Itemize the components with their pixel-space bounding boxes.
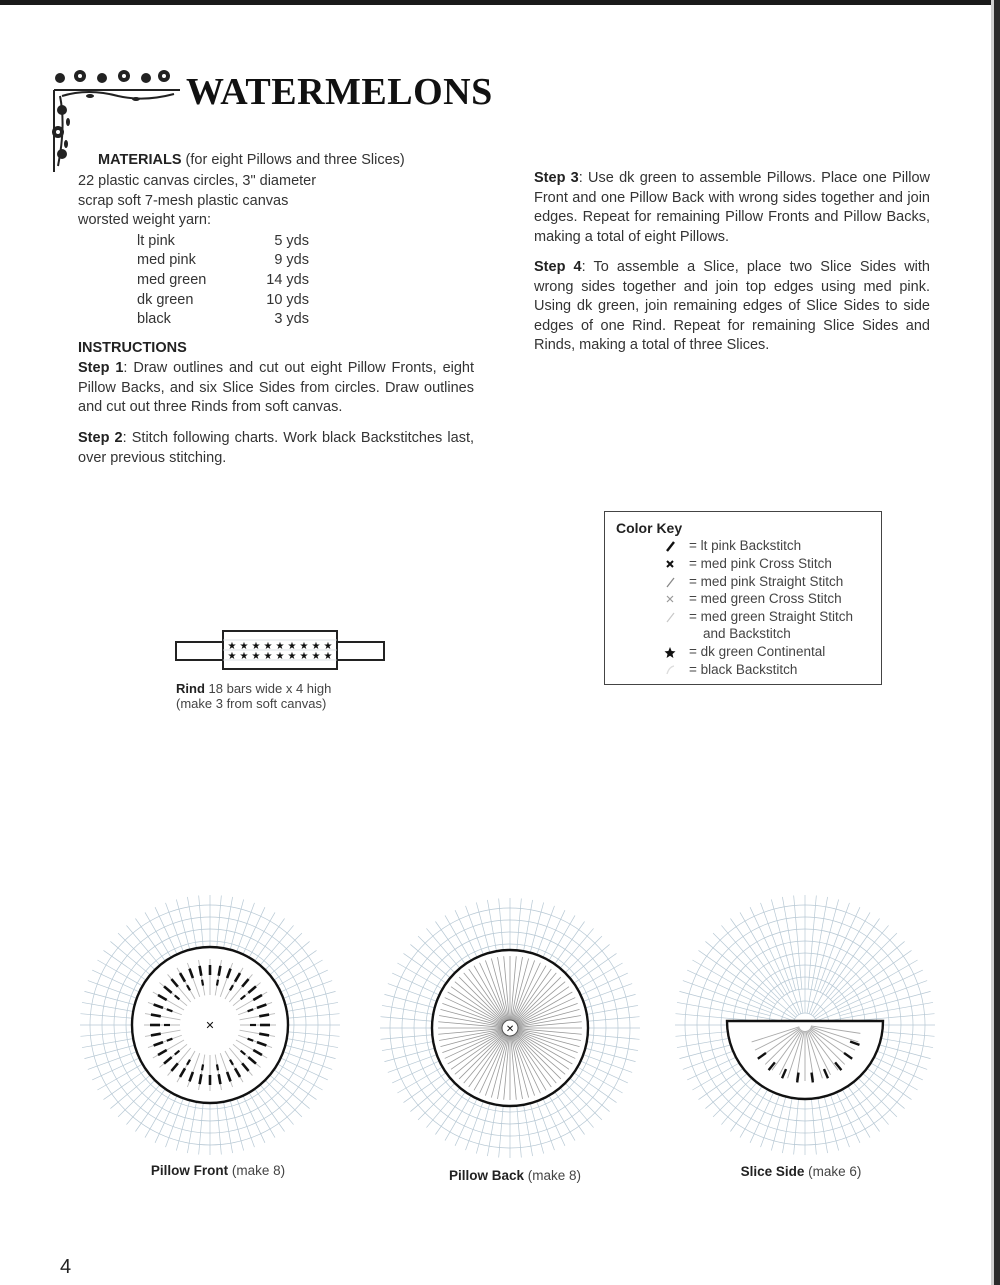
grid-spoke xyxy=(771,899,795,990)
straight-stitch-light-icon xyxy=(659,609,681,625)
yarn-row xyxy=(137,290,309,310)
pattern-name: Pillow Back xyxy=(448,1168,524,1183)
grid-spoke xyxy=(820,907,860,992)
grid-spoke xyxy=(808,895,816,989)
step-label: Step 3 xyxy=(534,170,579,186)
grid-spoke xyxy=(750,907,790,992)
rind-star-stitch: ★ xyxy=(287,651,297,662)
rind-caption xyxy=(176,681,331,711)
grid-spoke xyxy=(826,919,880,996)
page-top-edge xyxy=(0,0,1000,5)
grid-spoke xyxy=(713,933,779,999)
materials-heading: MATERIALS xyxy=(98,152,182,168)
step-label: Step 1 xyxy=(78,360,124,376)
color-key-label: = black Backstitch xyxy=(689,662,798,677)
rind-star-stitch: ★ xyxy=(275,641,285,652)
slice-side-chart xyxy=(675,895,935,1155)
faint-backstitch-icon xyxy=(659,662,681,678)
pattern-note: (make 6) xyxy=(808,1164,862,1179)
step-1 xyxy=(78,359,474,418)
grid-spoke xyxy=(705,941,795,1017)
slice-side-caption xyxy=(731,1164,871,1179)
pillow-back-chart xyxy=(380,898,640,1158)
pillow-back-caption xyxy=(440,1168,590,1183)
instructions-heading: INSTRUCTIONS xyxy=(78,340,187,356)
grid-spoke xyxy=(838,970,923,1010)
backstitch-dark xyxy=(219,1074,221,1084)
color-key-title: Color Key xyxy=(616,520,683,536)
center-cross-stitch: ✕ xyxy=(505,1024,515,1035)
backstitch-dark xyxy=(151,1015,161,1017)
rind-note: (make 3 from soft canvas) xyxy=(176,696,327,711)
step-text: : Use dk green to assemble Pillows. Place one Pillow Front and one Pillow Back with wrong sides together and join edges. Repeat for remaining Pillow Fronts and Pillow Backs, making a total of eight Pillows. xyxy=(534,170,931,245)
step-2 xyxy=(78,429,474,468)
rind-star-stitch: ★ xyxy=(287,641,297,652)
yarn-color: lt pink xyxy=(137,232,175,249)
yarn-row xyxy=(137,270,309,290)
yarn-color: black xyxy=(137,311,171,328)
backstitch-dark xyxy=(202,1064,203,1070)
step-label: Step 2 xyxy=(78,430,123,446)
materials-line: worsted weight yarn: xyxy=(78,212,211,229)
rind-star-stitch: ★ xyxy=(251,641,261,652)
star-continental-icon xyxy=(659,644,681,660)
page-right-edge xyxy=(994,0,1000,1285)
pattern-note: (make 8) xyxy=(527,1168,582,1183)
backstitch-dark xyxy=(219,966,221,976)
rind-star-stitch: ★ xyxy=(263,641,273,652)
rind-star-stitch: ★ xyxy=(239,641,249,652)
yarn-color: med pink xyxy=(137,252,196,269)
grid-spoke xyxy=(679,991,770,1015)
pillow-front-chart xyxy=(80,895,340,1155)
grid-spoke xyxy=(814,899,838,990)
grid-spoke xyxy=(830,933,896,999)
yarn-amount: 5 yds xyxy=(274,232,309,249)
materials-heading-line xyxy=(98,151,405,171)
rind-star-stitch: ★ xyxy=(275,651,285,662)
rind-star-stitch: ★ xyxy=(311,651,321,662)
rind-star-stitch: ★ xyxy=(239,651,249,662)
grid-spoke xyxy=(782,897,802,1013)
yarn-amount: 3 yds xyxy=(274,311,309,328)
backstitch-dark-icon xyxy=(659,538,681,554)
materials-list xyxy=(78,172,498,231)
backstitch-dark xyxy=(202,980,203,986)
grid-spoke xyxy=(794,895,802,989)
yarn-color: med green xyxy=(137,271,207,288)
rind-star-stitch: ★ xyxy=(227,641,237,652)
page-title: WATERMELONS xyxy=(186,71,493,113)
rind-star-stitch: ★ xyxy=(299,641,309,652)
step-label: Step 4 xyxy=(534,259,582,275)
step-text: : Stitch following charts. Work black Backstitches last, over previous stitching. xyxy=(78,430,474,466)
center-cross-stitch: ✕ xyxy=(205,1020,215,1032)
grid-spoke xyxy=(721,925,797,1015)
yarn-amount: 14 yds xyxy=(266,271,309,288)
grid-spoke xyxy=(807,897,827,1013)
rind-star-stitch: ★ xyxy=(323,651,333,662)
rind-star-stitch: ★ xyxy=(227,651,237,662)
page-number: 4 xyxy=(60,1256,72,1278)
color-key-label: and Backstitch xyxy=(703,626,791,641)
grid-spoke xyxy=(813,925,889,1015)
materials-line: 22 plastic canvas circles, 3" diameter xyxy=(78,173,317,189)
yarn-color: dk green xyxy=(137,291,194,308)
yarn-amount: 10 yds xyxy=(266,291,309,308)
step-text: : To assemble a Slice, place two Slice Sides with wrong sides together and join top edges using med pink. Using dk green, join remaining edges of Slice Sides to side edges of one Rind. Repeat for remaining Slice Sides and Rinds, making a total of three Slices. xyxy=(534,259,930,354)
rind-star-stitch: ★ xyxy=(251,651,261,662)
grid-spoke xyxy=(699,950,776,1004)
rind-name: Rind xyxy=(176,681,205,696)
cross-stitch-light-icon xyxy=(659,591,681,607)
grid-spoke xyxy=(687,970,772,1010)
rind-chart xyxy=(174,626,388,674)
rind-star-stitch: ★ xyxy=(263,651,273,662)
rind-star-stitch: ★ xyxy=(299,651,309,662)
color-key-label: = lt pink Backstitch xyxy=(689,538,802,553)
yarn-row xyxy=(137,231,309,251)
pattern-name: Pillow Front xyxy=(150,1163,229,1178)
backstitch-dark xyxy=(259,1015,269,1017)
pillow-front-caption xyxy=(143,1163,293,1178)
grid-spoke xyxy=(814,941,904,1017)
backstitch-dark xyxy=(151,1034,161,1036)
backstitch-dark xyxy=(200,966,202,976)
color-key-label: = med pink Cross Stitch xyxy=(689,556,832,571)
backstitch-dark xyxy=(797,1073,798,1083)
step-4 xyxy=(534,258,930,356)
backstitch-dark xyxy=(811,1073,812,1083)
materials-note: (for eight Pillows and three Slices) xyxy=(185,152,405,168)
color-key-box xyxy=(604,511,882,685)
yarn-row xyxy=(137,251,309,271)
yarn-amount: 9 yds xyxy=(274,252,309,269)
backstitch-dark xyxy=(217,980,218,986)
pattern-note: (make 8) xyxy=(231,1163,286,1178)
rind-star-stitch: ★ xyxy=(323,641,333,652)
straight-stitch-grey-icon xyxy=(659,574,681,590)
grid-spoke xyxy=(730,919,784,996)
step-text: : Draw outlines and cut out eight Pillow Fronts, eight Pillow Backs, and six Slice Sides from circles. Draw outlines and cut out three Rinds from soft canvas. xyxy=(78,360,475,416)
yarn-table xyxy=(137,231,309,329)
yarn-row xyxy=(137,309,309,329)
grid-spoke xyxy=(834,950,911,1004)
pattern-name: Slice Side xyxy=(740,1164,805,1179)
backstitch-dark xyxy=(200,1074,202,1084)
color-key-label: = med green Straight Stitch xyxy=(689,609,853,624)
backstitch-dark xyxy=(259,1034,269,1036)
backstitch-dark xyxy=(217,1064,218,1070)
rind-size: 18 bars wide x 4 high xyxy=(208,681,332,696)
step-3 xyxy=(534,169,930,247)
cross-stitch-dark-icon xyxy=(659,556,681,572)
color-key-label: = med green Cross Stitch xyxy=(689,591,842,606)
grid-spoke xyxy=(840,991,931,1015)
color-key-label: = dk green Continental xyxy=(689,644,826,659)
materials-line: scrap soft 7-mesh plastic canvas xyxy=(78,192,289,209)
color-key-label: = med pink Straight Stitch xyxy=(689,574,844,589)
rind-star-stitch: ★ xyxy=(311,641,321,652)
